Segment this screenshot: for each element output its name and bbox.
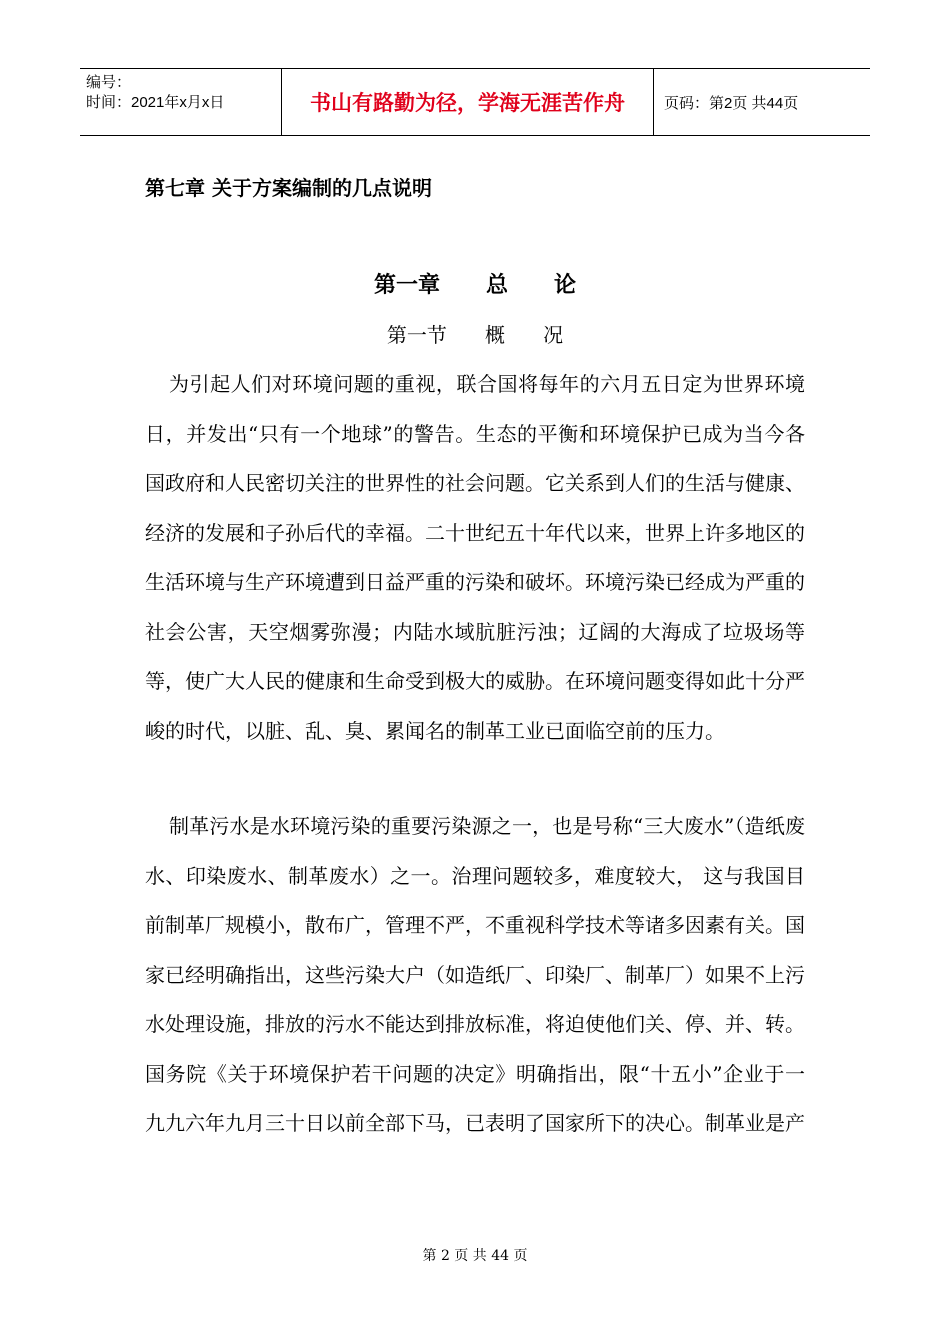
chapter-title: 第一章 总 论: [374, 273, 576, 298]
header-motto: 书山有路勤为径，学海无涯苦作舟: [282, 69, 654, 135]
document-number: 编号：: [86, 74, 132, 91]
document-date: 时间：2021年x月x日: [86, 94, 225, 111]
page-header: [80, 68, 870, 136]
section-title: 第一节 概 况: [386, 323, 564, 347]
header-meta: [80, 69, 282, 135]
body-paragraph-2: [145, 802, 805, 1149]
pre-heading: 第七章 关于方案编制的几点说明: [145, 176, 432, 200]
paragraph-text: 为引起人们对环境问题的重视，联合国将每年的六月五日定为世界环境日，并发出“只有一个地球”的警告。生态的平衡和环境保护已成为当今各国政府和人民密切关注的世界性的社会问题。它关系到人们的生活与健康、经济的发展和子孙后代的幸福。二十世纪五十年代以来，世界上许多地区的生活环境与生产环境遭到日益严重的污染和破坏。环境污染已经成为严重的社会公害，天空烟雾弥漫；内陆水域肮脏污浊；辽阔的大海成了垃圾场等等，使广大人民的健康和生命受到极大的威胁。在环境问题变得如此十分严峻的时代，以脏、乱、臭、累闻名的制革工业已面临空前的压力。: [145, 372, 805, 743]
body-paragraph-1: [145, 360, 805, 756]
paragraph-text: 制革污水是水环境污染的重要污染源之一，也是号称“三大废水”（造纸废水、印染废水、制革废水）之一。治理问题较多，难度较大， 这与我国目前制革厂规模小，散布广，管理不严，不重视科学技术等诸多因素有关。国家已经明确指出，这些污染大户（如造纸厂、印染厂、制革厂）如果不上污水处理设施，排放的污水不能达到排放标准，将迫使他们关、停、并、转。国务院《关于环境保护若干问题的决定》明确指出，限“十五小”企业于一九九六年九月三十日以前全部下马，已表明了国家所下的决心。制革业是产: [145, 814, 805, 1135]
header-page-info: 页码：第2页 共44页: [664, 94, 799, 112]
page-footer: 第 2 页 共 44 页: [422, 1248, 528, 1264]
